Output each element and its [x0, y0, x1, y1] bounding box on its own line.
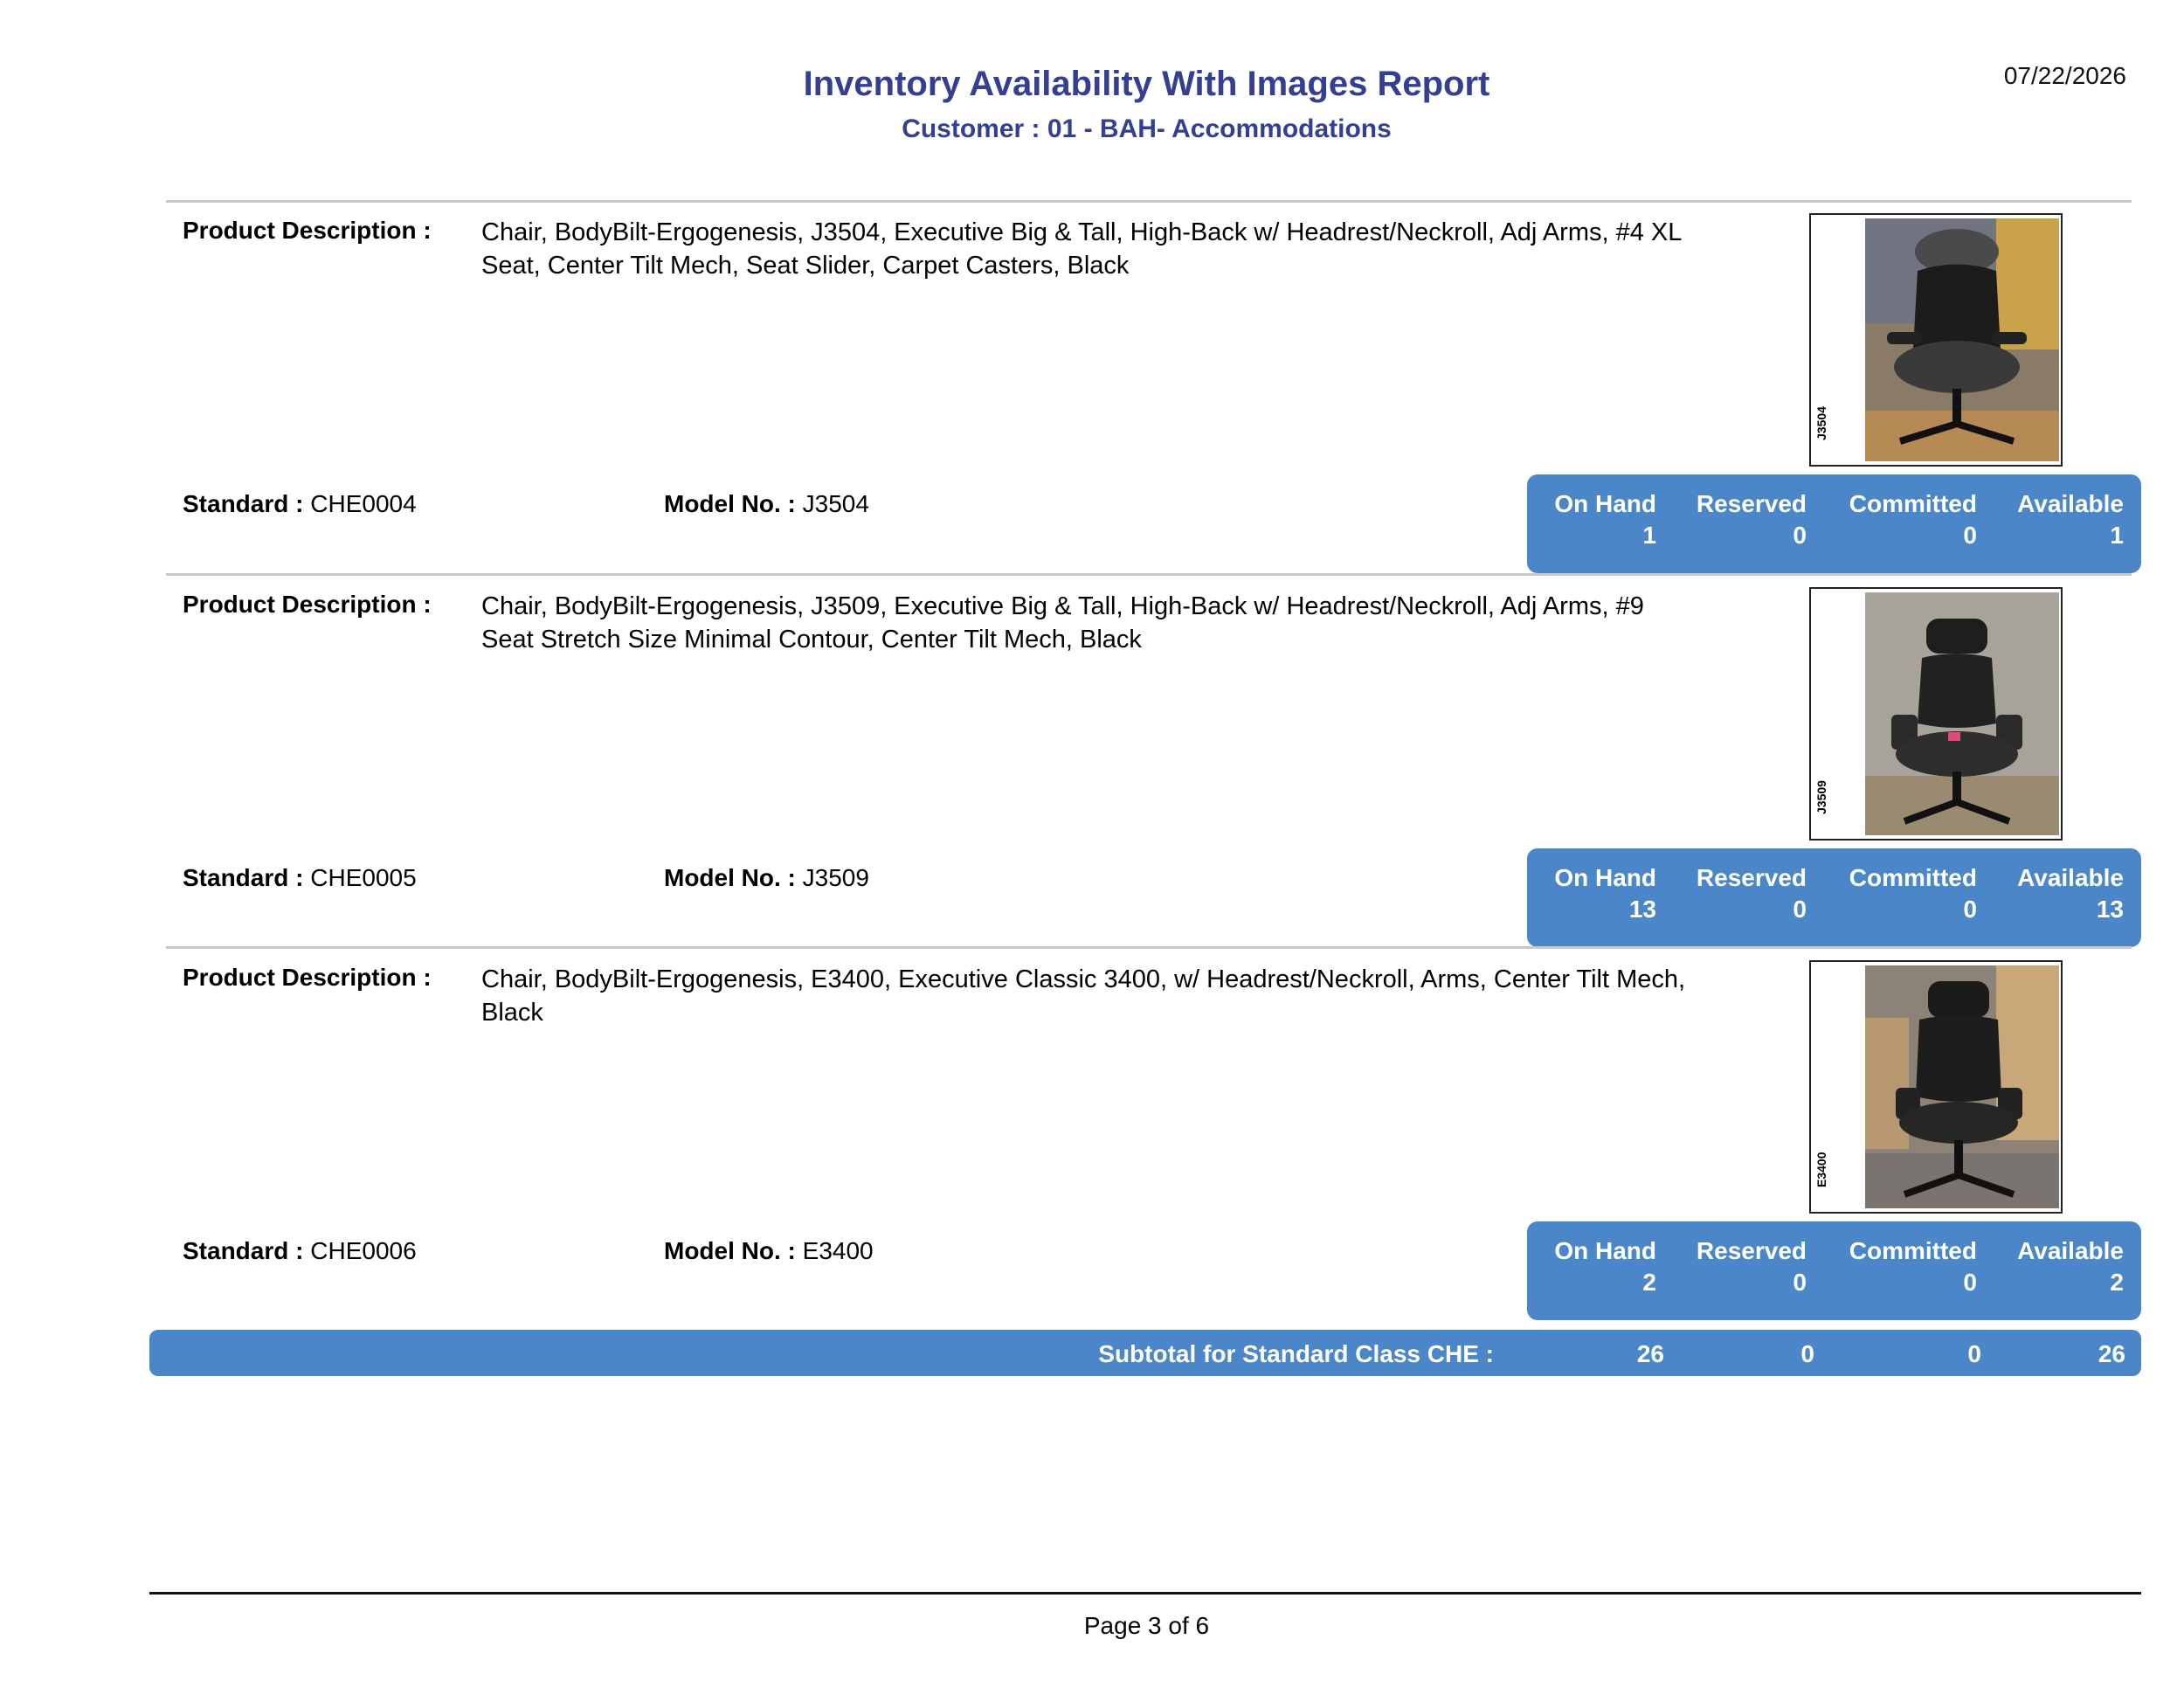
reserved-label: Reserved — [1696, 864, 1807, 891]
standard-field — [183, 864, 417, 892]
committed-value: 0 — [1963, 522, 1977, 549]
image-label: E3400 — [1814, 1152, 1828, 1187]
reserved-label: Reserved — [1696, 1237, 1807, 1264]
subtotal-available: 26 — [2098, 1340, 2125, 1367]
chair-photo-icon — [1865, 592, 2059, 835]
reserved-value: 0 — [1793, 522, 1807, 549]
model-value: J3504 — [802, 490, 869, 517]
product-description: Chair, BodyBilt-Ergogenesis, J3509, Executive Big & Tall, High-Back w/ Headrest/Neckroll, Adj Arms, #9 Seat Stretch Size Minimal Contour, Center Tilt Mech, Black — [481, 592, 1644, 654]
available-value: 1 — [2110, 522, 2124, 549]
model-field — [664, 864, 869, 892]
model-field — [664, 490, 869, 518]
model-value: E3400 — [802, 1237, 874, 1264]
chair-photo-icon — [1865, 218, 2059, 461]
subtotal-on-hand: 26 — [1636, 1340, 1664, 1367]
product-image — [1809, 213, 2063, 467]
report-date: 07/22/2026 — [2003, 62, 2126, 89]
model-label: Model No. : — [664, 1237, 796, 1264]
report-subtitle: Customer : 01 - BAH- Accommodations — [902, 114, 1392, 143]
reserved-value: 0 — [1793, 1269, 1807, 1296]
page-number: Page 3 of 6 — [1083, 1612, 1210, 1639]
committed-value: 0 — [1963, 896, 1977, 923]
footer-divider — [149, 1592, 2141, 1595]
standard-value: CHE0005 — [310, 864, 417, 891]
on-hand-label: On Hand — [1554, 490, 1656, 517]
image-label: J3504 — [1814, 406, 1828, 440]
on-hand-label: On Hand — [1554, 1237, 1656, 1264]
available-value: 2 — [2110, 1269, 2124, 1296]
chair-photo-icon — [1865, 965, 2059, 1208]
quantity-box — [1527, 474, 2141, 573]
model-label: Model No. : — [664, 864, 796, 891]
product-row — [0, 948, 2184, 1321]
standard-value: CHE0006 — [310, 1237, 417, 1264]
product-row — [0, 575, 2184, 948]
on-hand-label: On Hand — [1554, 864, 1656, 891]
report-title: Inventory Availability With Images Report — [803, 65, 1490, 103]
model-label: Model No. : — [664, 490, 796, 517]
on-hand-value: 1 — [1642, 522, 1656, 549]
committed-label: Committed — [1849, 1237, 1977, 1264]
product-description-label: Product Description : — [183, 964, 432, 991]
reserved-value: 0 — [1793, 896, 1807, 923]
product-image — [1809, 960, 2063, 1214]
available-label: Available — [2017, 864, 2124, 891]
model-field — [664, 1237, 874, 1265]
subtotal-reserved: 0 — [1800, 1340, 1814, 1367]
product-description: Chair, BodyBilt-Ergogenesis, E3400, Executive Classic 3400, w/ Headrest/Neckroll, Arms, Center Tilt Mech, Black — [481, 965, 1686, 1027]
committed-label: Committed — [1849, 864, 1977, 891]
quantity-box — [1527, 1221, 2141, 1320]
image-label: J3509 — [1814, 780, 1828, 814]
subtotal-bar — [149, 1330, 2141, 1376]
product-image — [1809, 587, 2063, 841]
available-value: 13 — [2096, 896, 2124, 923]
standard-field — [183, 1237, 417, 1265]
subtotal-label: Subtotal for Standard Class CHE : — [1098, 1340, 1494, 1367]
product-description: Chair, BodyBilt-Ergogenesis, J3504, Executive Big & Tall, High-Back w/ Headrest/Neckroll, Adj Arms, #4 XL Seat, Center Tilt Mech, Seat Slider, Carpet Casters, Black — [481, 218, 1682, 280]
subtotal-committed: 0 — [1967, 1340, 1981, 1367]
quantity-box — [1527, 848, 2141, 947]
available-label: Available — [2017, 1237, 2124, 1264]
standard-field — [183, 490, 417, 518]
product-description-label: Product Description : — [183, 591, 432, 618]
standard-label: Standard : — [183, 1237, 304, 1264]
committed-label: Committed — [1849, 490, 1977, 517]
on-hand-value: 13 — [1628, 896, 1656, 923]
standard-value: CHE0004 — [310, 490, 417, 517]
reserved-label: Reserved — [1696, 490, 1807, 517]
product-description-label: Product Description : — [183, 217, 432, 244]
standard-label: Standard : — [183, 864, 304, 891]
available-label: Available — [2017, 490, 2124, 517]
standard-label: Standard : — [183, 490, 304, 517]
committed-value: 0 — [1963, 1269, 1977, 1296]
product-row — [0, 201, 2184, 574]
model-value: J3509 — [802, 864, 869, 891]
on-hand-value: 2 — [1642, 1269, 1656, 1296]
